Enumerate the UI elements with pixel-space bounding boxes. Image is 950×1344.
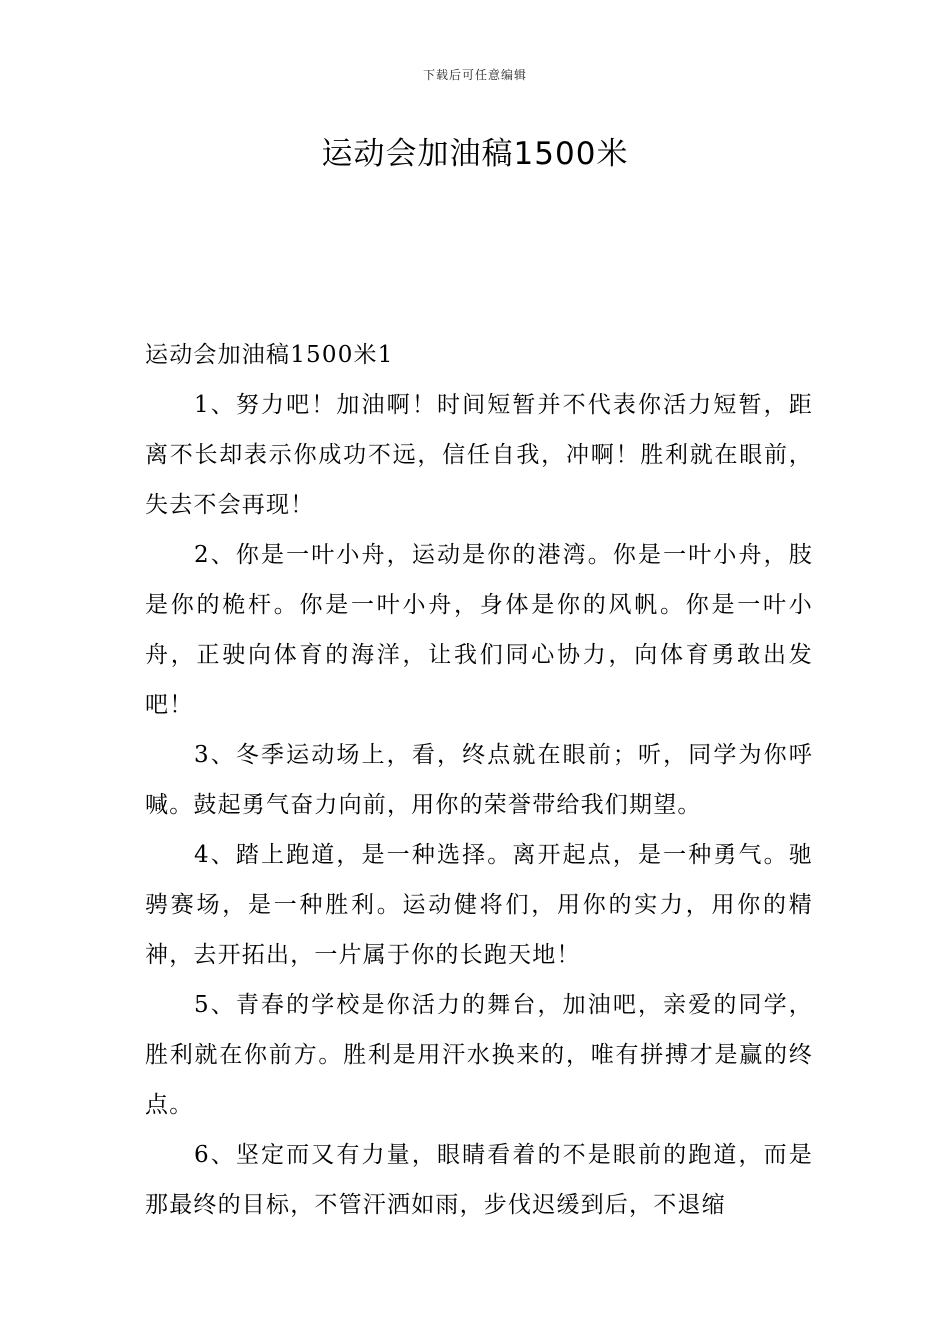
document-body [145, 330, 813, 1230]
paragraph-3: 3、冬季运动场上，看，终点就在眼前；听，同学为你呼喊。鼓起勇气奋力向前，用你的荣誉带给我们期望。 [145, 742, 813, 818]
section-heading: 运动会加油稿1500米1 [145, 342, 394, 368]
paragraph-6: 6、坚定而又有力量，眼睛看着的不是眼前的跑道，而是那最终的目标，不管汗洒如雨，步伐迟缓到后，不退缩 [145, 1142, 813, 1218]
paragraph-2: 2、你是一叶小舟，运动是你的港湾。你是一叶小舟，肢是你的桅杆。你是一叶小舟，身体是你的风帆。你是一叶小舟，正驶向体育的海洋，让我们同心协力，向体育勇敢出发吧！ [145, 542, 813, 718]
paragraph-1: 1、努力吧！加油啊！时间短暂并不代表你活力短暂，距离不长却表示你成功不远，信任自我，冲啊！胜利就在眼前，失去不会再现！ [145, 392, 813, 518]
paragraph-5: 5、青春的学校是你活力的舞台，加油吧，亲爱的同学，胜利就在你前方。胜利是用汗水换来的，唯有拼搏才是赢的终点。 [145, 992, 813, 1118]
document-title: 运动会加油稿1500米 [321, 136, 629, 172]
paragraph-4: 4、踏上跑道，是一种选择。离开起点，是一种勇气。驰骋赛场，是一种胜利。运动健将们，用你的实力，用你的精神，去开拓出，一片属于你的长跑天地！ [145, 842, 813, 968]
header-note: 下载后可任意编辑 [422, 68, 527, 82]
